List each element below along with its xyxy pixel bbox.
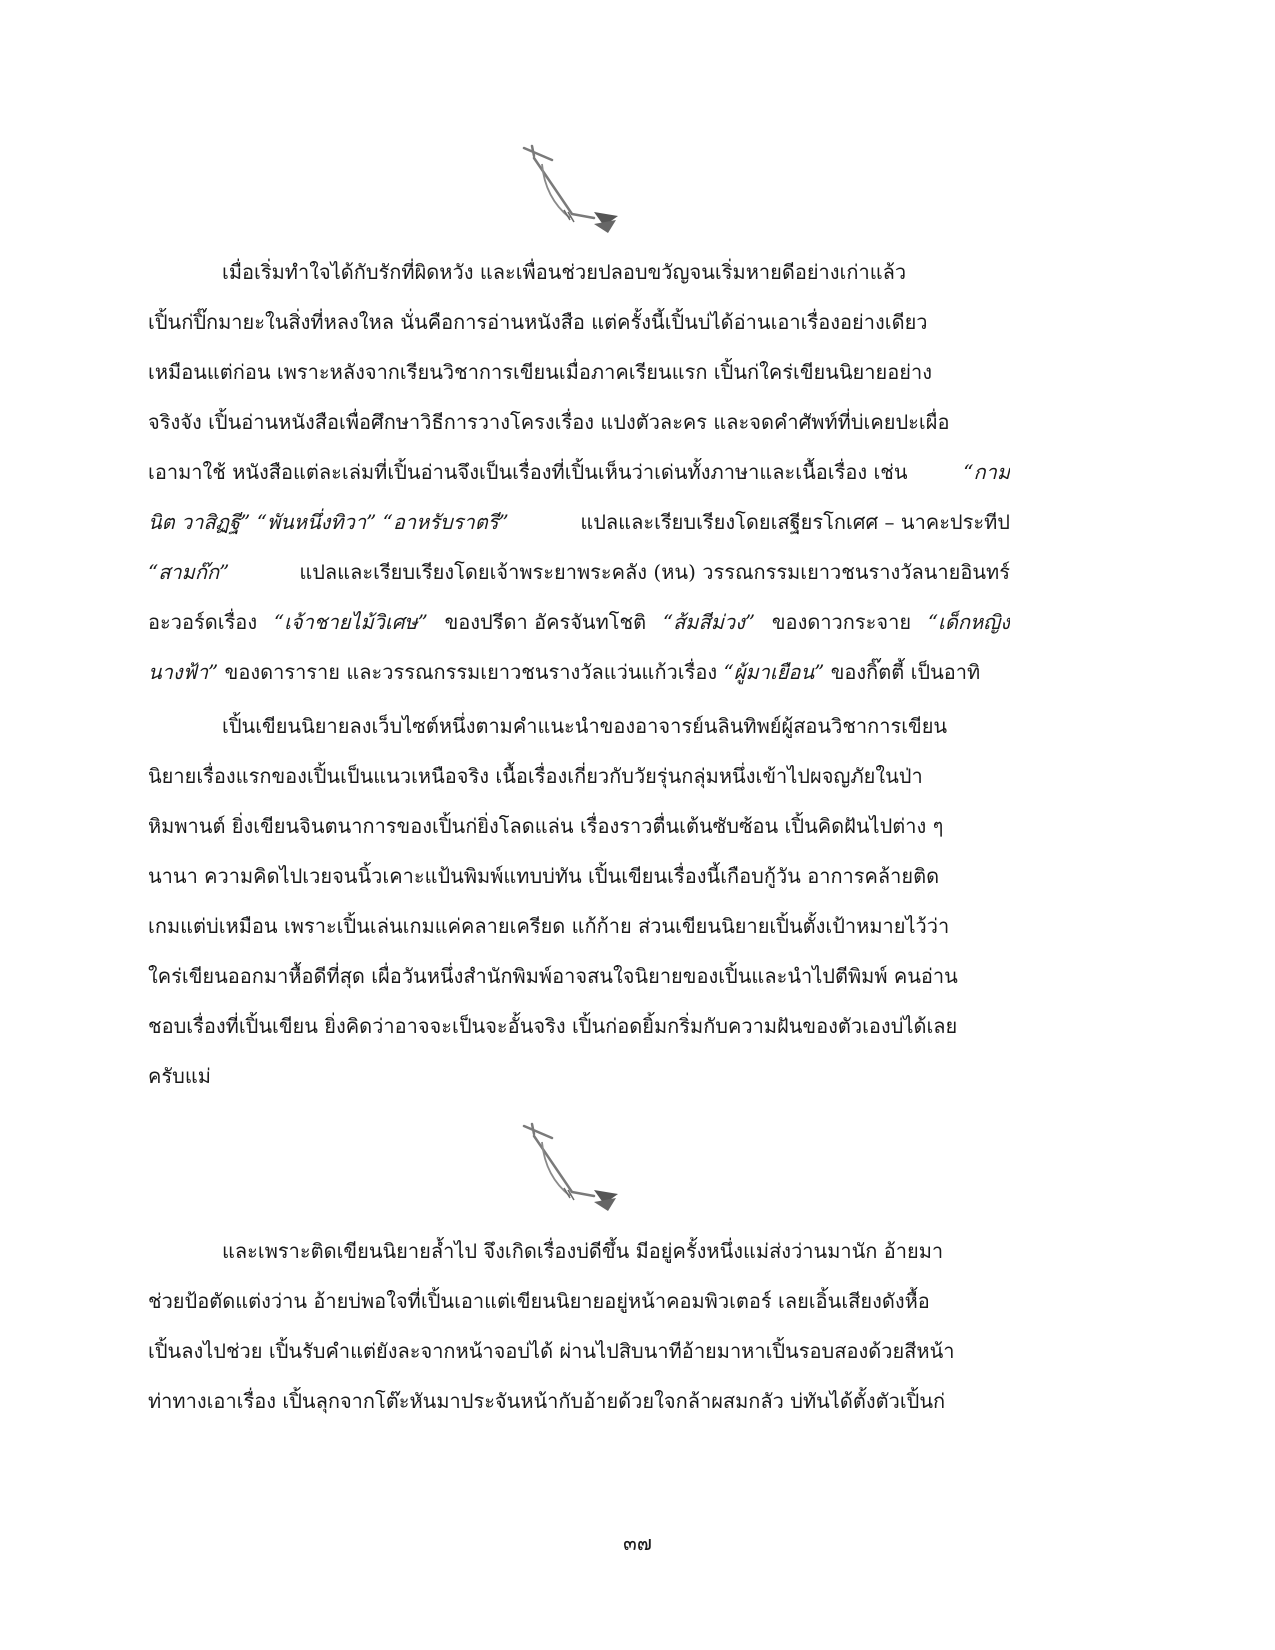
book-title: “เด็กหญิง: [927, 610, 1010, 634]
text-segment: แปลและเรียบเรียงโดยเสฐียรโกเศศ – นาคะประทีป: [573, 510, 1010, 534]
text-segment: ช่วยป้อตัดแต่งว่าน อ้ายบ่พอใจที่เปิ้นเอาแต่เขียนนิยายอยู่หน้าคอมพิวเตอร์ เลยเอิ้นเสียงดังหื้อ: [148, 1289, 930, 1313]
text-segment: ชอบเรื่องที่เปิ้นเขียน ยิ่งคิดว่าอาจจะเป็นจะอั้นจริง เปิ้นก่อดยิ้มกริ่มกับความฝันของตัวเองบ่ได้เลย: [148, 1014, 958, 1038]
text-segment: ท่าทางเอาเรื่อง เปิ้นลุกจากโต๊ะหันมาประจันหน้ากับอ้ายด้วยใจกล้าผสมกลัว บ่ทันได้ตั้งตัวเปิ้นก่: [148, 1389, 946, 1413]
paragraph-2: [148, 701, 1010, 1101]
text-segment: เปิ้นเขียนนิยายลงเว็บไซต์หนึ่งตามคำแนะนำของอาจารย์นลินทิพย์ผู้สอนวิชาการเขียน: [222, 714, 948, 738]
text-line: [148, 547, 1010, 597]
text-line: [148, 701, 1010, 751]
text-segment: ของปรีดา อัครจันทโชติ: [438, 610, 653, 634]
text-line: [148, 851, 1010, 901]
text-segment: เมื่อเริ่มทำใจได้กับรักที่ผิดหวัง และเพื่อนช่วยปลอบขวัญจนเริ่มหายดีอย่างเก่าแล้ว: [222, 260, 907, 284]
text-segment: นานา ความคิดไปเวยจนนิ้วเคาะแป้นพิมพ์แทบบ่ทัน เปิ้นเขียนเรื่องนี้เกือบกู้วัน อาการคล้ายติด: [148, 864, 940, 888]
text-line: [148, 297, 1010, 347]
text-line: [148, 597, 1010, 647]
arrow-ornament-top: [512, 140, 642, 235]
text-segment: ของดาวกระจาย: [765, 610, 918, 634]
text-line: [148, 347, 1010, 397]
text-segment: หิมพานต์ ยิ่งเขียนจินตนาการของเปิ้นก่ยิ่งโลดแล่น เรื่องราวตื่นเต้นซับซ้อน เปิ้นคิดฝันไปต่าง ๆ: [148, 814, 944, 838]
book-title: “ส้มสีม่วง”: [662, 610, 756, 634]
book-title: นางฟ้า”: [148, 660, 219, 684]
arrow-ornament-middle: [512, 1118, 642, 1213]
text-line: [148, 497, 1010, 547]
text-segment: ของกิ๊ตตี้ เป็นอาทิ: [824, 660, 981, 684]
text-segment: เปิ้นก่ปิ๊กมายะในสิ่งที่หลงใหล นั่นคือการอ่านหนังสือ แต่ครั้งนี้เปิ้นบ่ได้อ่านเอาเรื่องอย่างเดียว: [148, 310, 928, 334]
page-number: ๓๗: [623, 1531, 652, 1555]
text-line: [148, 447, 1010, 497]
book-title: “สามก๊ก”: [148, 560, 230, 584]
text-line: [148, 647, 1010, 697]
text-line: [148, 1051, 1010, 1101]
arrow-shooting-icon: [512, 1118, 642, 1213]
text-segment: และเพราะติดเขียนนิยายล้ำไป จึงเกิดเรื่องบ่ดีขึ้น มีอยู่ครั้งหนึ่งแม่ส่งว่านมานัก อ้ายมา: [222, 1239, 944, 1263]
book-title: “กาม: [963, 460, 1010, 484]
text-segment: นิยายเรื่องแรกของเปิ้นเป็นแนวเหนือจริง เนื้อเรื่องเกี่ยวกับวัยรุ่นกลุ่มหนึ่งเข้าไปผจญภัยในป่า: [148, 764, 923, 788]
text-segment: จริงจัง เปิ้นอ่านหนังสือเพื่อศึกษาวิธีการวางโครงเรื่อง แปงตัวละคร และจดคำศัพท์ที่บ่เคยปะเผื่อ: [148, 410, 950, 434]
text-segment: อะวอร์ดเรื่อง: [148, 610, 264, 634]
paragraph-3: [148, 1226, 1010, 1426]
text-segment: เหมือนแต่ก่อน เพราะหลังจากเรียนวิชาการเขียนเมื่อภาคเรียนแรก เปิ้นก่ใคร่เขียนนิยายอย่าง: [148, 360, 932, 384]
text-segment: เกมแต่บ่เหมือน เพราะเปิ้นเล่นเกมแค่คลายเครียด แก้ก้าย ส่วนเขียนนิยายเปิ้นตั้งเป้าหมายไว้ว่า: [148, 914, 950, 938]
book-title: “เจ้าชายไม้วิเศษ”: [273, 610, 428, 634]
text-segment: แปลและเรียบเรียงโดยเจ้าพระยาพระคลัง (หน) วรรณกรรมเยาวชนรางวัลนายอินทร์: [292, 560, 1010, 584]
text-line: [148, 247, 1010, 297]
text-line: [148, 901, 1010, 951]
text-line: [148, 751, 1010, 801]
text-line: [148, 1001, 1010, 1051]
text-line: [148, 1326, 1010, 1376]
book-title: นิต วาสิฏฐี” “พันหนึ่งทิวา” “อาหรับราตรี”: [148, 510, 509, 534]
paragraph-1: [148, 247, 1010, 697]
text-segment: เปิ้นลงไปช่วย เปิ้นรับคำแต่ยังละจากหน้าจอบ่ได้ ผ่านไปสิบนาทีอ้ายมาหาเปิ้นรอบสองด้วยสีหน้า: [148, 1339, 955, 1363]
text-segment: ของดาราราย และวรรณกรรมเยาวชนรางวัลแว่นแก้วเรื่อง: [218, 660, 724, 684]
text-line: [148, 1226, 1010, 1276]
text-line: [148, 801, 1010, 851]
book-title: “ผู้มาเยือน”: [723, 660, 825, 684]
text-line: [148, 397, 1010, 447]
text-segment: ครับแม่: [148, 1064, 211, 1088]
text-line: [148, 1276, 1010, 1326]
arrow-shooting-icon: [512, 140, 642, 235]
text-segment: เอามาใช้ หนังสือแต่ละเล่มที่เปิ้นอ่านจึงเป็นเรื่องที่เปิ้นเห็นว่าเด่นทั้งภาษาและเนื้อเรื่อง เช่น: [148, 460, 914, 484]
text-line: [148, 1376, 1010, 1426]
text-segment: ใคร่เขียนออกมาหื้อดีที่สุด เผื่อวันหนึ่งสำนักพิมพ์อาจสนใจนิยายของเปิ้นและนำไปตีพิมพ์ คนอ่าน: [148, 964, 958, 988]
text-line: [148, 951, 1010, 1001]
